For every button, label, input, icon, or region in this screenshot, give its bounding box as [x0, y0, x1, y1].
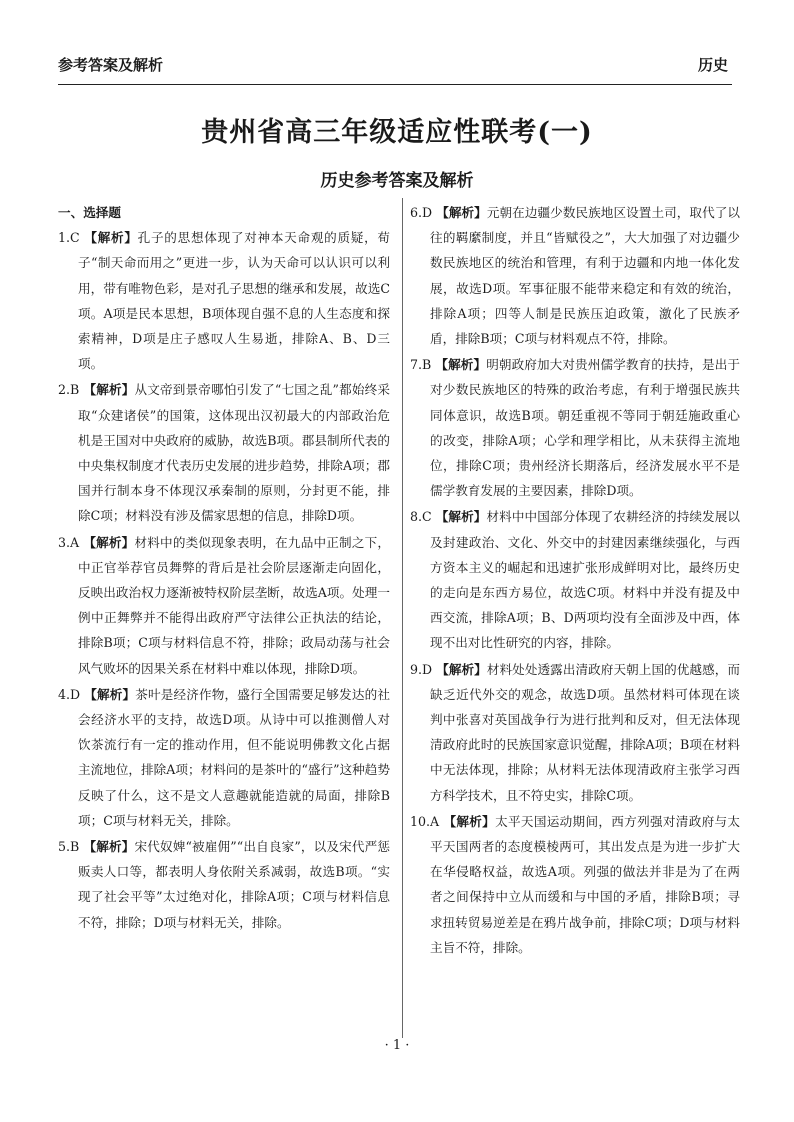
question-text: 茶叶是经济作物，盛行全国需要足够发达的社会经济水平的支持，故选D项。从诗中可以推测僧人对饮茶流行有一定的推动作用，但不能说明佛教文化占据主流地位，排除A项；材料问的是茶叶的“盛行”这种趋势反映了什么，这不是文人意趣就能造就的局面，排除B项；C项与材料无关，排除。 [78, 686, 390, 828]
header-left-label: 参考答案及解析 [58, 56, 164, 74]
question-number: 8.C [410, 509, 432, 525]
question-text: 从文帝到景帝哪怕引发了“七国之乱”都始终采取“众建诸侯”的国策，这体现出汉初最大的内部政治危机是王国对中央政府的威胁，故选B项。郡县制所代表的中央集权制度才代表历史发展的进步趋势，排除A项；郡国并行制本身不体现汉承秦制的原则，分封更不能，排除C项；材料没有涉及儒家思想的信息，排除D项。 [78, 382, 390, 524]
analysis-tag: 【解析】 [436, 661, 487, 677]
page-subtitle: 历史参考答案及解析 [320, 171, 474, 191]
question-text: 材料中中国部分体现了农耕经济的持续发展以及封建政治、文化、外交中的封建因素继续强化，与西方资本主义的崛起和迅速扩张形成鲜明对比，最终历史的走向是东西方易位，故选C项。材料中并没有提及中西交流，排除A项；B、D两项均没有全面涉及中西，体现不出对比性研究的内容，排除。 [430, 509, 741, 651]
page-title: 贵州省高三年级适应性联考(一) [201, 117, 593, 148]
question-item [58, 530, 390, 681]
analysis-tag: 【解析】 [83, 382, 135, 398]
column-divider [402, 198, 403, 1038]
question-text: 元朝在边疆少数民族地区设置土司，取代了以往的羁縻制度，并且“皆赋役之”，大大加强了对边疆少数民族地区的统治和管理，有利于边疆和内地一体化发展，故选D项。军事征服不能带来稳定和有效的统治，排除A项；四等人制是民族压迫政策，激化了民族矛盾，排除B项；C项与材料观点不符，排除。 [430, 205, 741, 347]
question-item [58, 834, 390, 935]
question-number: 2.B [58, 382, 80, 398]
question-item [58, 682, 390, 833]
question-number: 1.C [58, 230, 80, 246]
analysis-tag: 【解析】 [435, 357, 487, 373]
question-item [58, 377, 390, 528]
question-number: 7.B [410, 357, 432, 373]
question-text: 明朝政府加大对贵州儒学教育的扶持，是出于对少数民族地区的特殊的政治考虑，有利于增强民族共同体意识，故选B项。朝廷重视不等同于朝廷施政重心的改变，排除A项；心学和理学相比，从未获得主流地位，排除C项；贵州经济长期落后，经济发展水平不是儒学教育发展的主要因素，排除D项。 [430, 357, 741, 499]
question-number: 6.D [410, 205, 433, 220]
question-number: 10.A [410, 813, 440, 829]
question-item [410, 352, 740, 503]
question-item [410, 809, 740, 960]
question-text: 宋代奴婢“被雇佣”“出自良家”，以及宋代严惩贩卖人口等，都表明人身依附关系减弱，故选B项。“实现了社会平等”太过绝对化，排除A项；C项与材料信息不符，排除；D项与材料无关，排除。 [78, 839, 390, 930]
analysis-tag: 【解析】 [435, 509, 487, 525]
question-item [410, 200, 740, 351]
question-text: 材料中的类似现象表明，在九品中正制之下，中正官举荐官员舞弊的背后是社会阶层逐渐走向固化，反映出政治权力逐渐被特权阶层垄断，故选A项。处理一例中正舞弊并不能得出政府严守法律公正执法的结论，排除B项；C项与材料信息不符，排除；政局动荡与社会风气败坏的因果关系在材料中难以体现，排除D项。 [78, 534, 391, 676]
section-heading: 一、选择题 [58, 205, 121, 220]
header-subject-label: 历史 [697, 56, 728, 74]
question-text: 孔子的思想体现了对神本天命观的质疑，荀子“制天命而用之”更进一步，认为天命可以认识可以利用，带有唯物色彩，是对孔子思想的继承和发展，故选C项。A项是民本思想，B项体现自强不息的人生态度和探索精神，D项是庄子感叹人生易逝，排除A、B、D三项。 [78, 230, 391, 372]
question-item [58, 225, 390, 376]
question-number: 5.B [58, 839, 80, 855]
question-text: 材料处处透露出清政府天朝上国的优越感，而缺乏近代外交的观念，故选D项。虽然材料可体现在谈判中张喜对英国战争行为进行批判和反对，但无法体现清政府此时的民族国家意识觉醒，排除A项；B项在材料中无法体现，排除；从材料无法体现清政府主张学习西方科学技术，且不符史实，排除C项。 [430, 661, 741, 803]
analysis-tag: 【解析】 [83, 534, 135, 550]
question-text: 太平天国运动期间，西方列强对清政府与太平天国两者的态度模棱两可，其出发点是为进一步扩大在华侵略权益，故选A项。列强的做法并非是为了在两者之间保持中立从而缓和与中国的矛盾，排除B项；寻求扭转贸易逆差是在鸦片战争前，排除C项；D项与材料主旨不符，排除。 [430, 813, 741, 955]
page-number: · 1 · [384, 1038, 410, 1053]
question-item [410, 657, 740, 808]
question-number: 9.D [410, 661, 433, 677]
analysis-tag: 【解析】 [84, 230, 138, 246]
analysis-tag: 【解析】 [443, 813, 496, 829]
question-item [410, 504, 740, 655]
question-number: 4.D [58, 686, 81, 702]
question-number: 3.A [58, 534, 80, 550]
analysis-tag: 【解析】 [84, 686, 136, 702]
header-divider [58, 84, 732, 85]
analysis-tag: 【解析】 [436, 205, 487, 220]
analysis-tag: 【解析】 [83, 839, 135, 855]
right-column [410, 200, 740, 961]
left-column [58, 200, 390, 936]
